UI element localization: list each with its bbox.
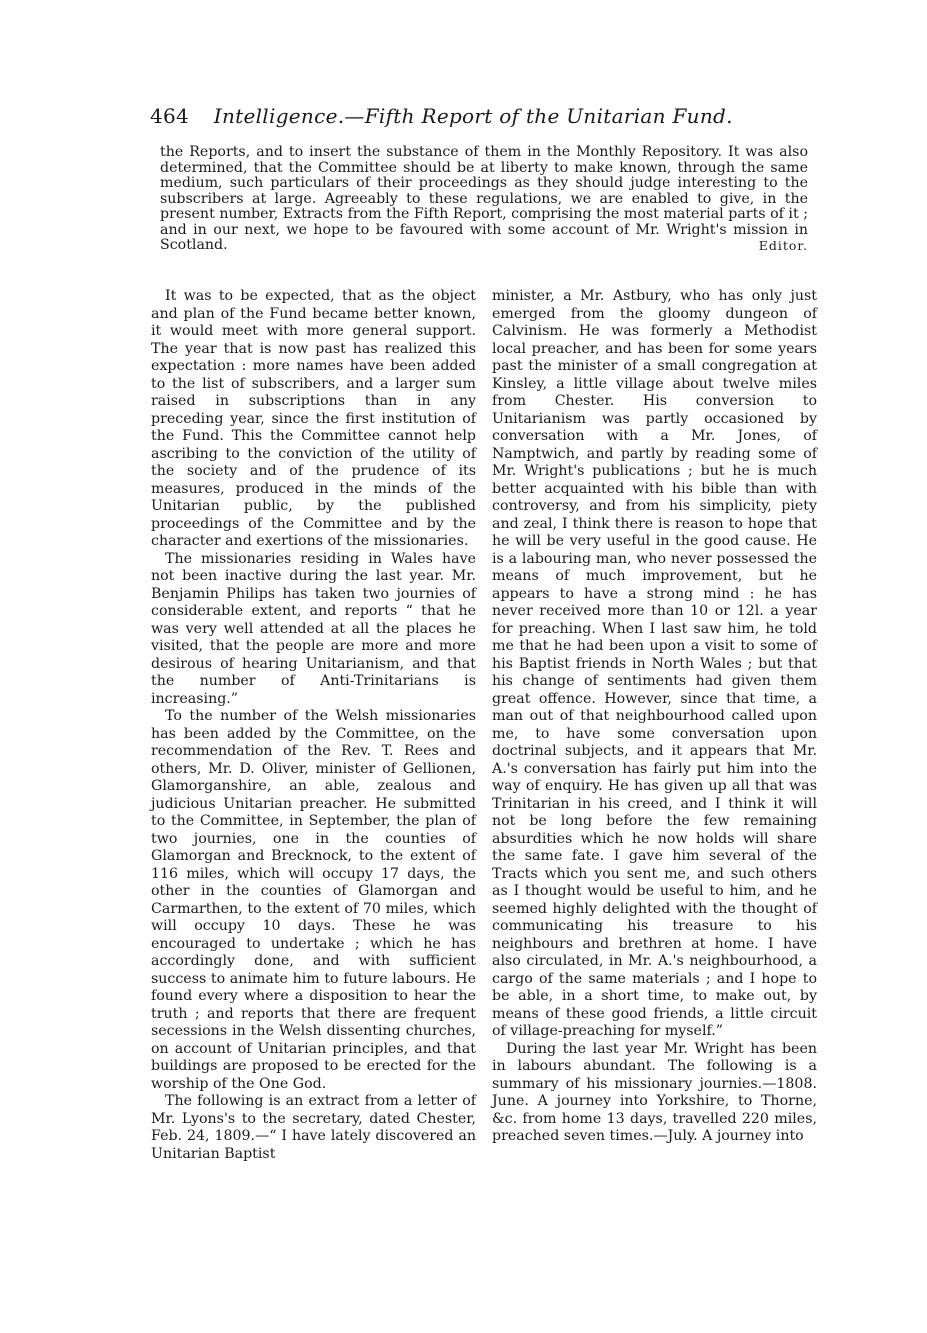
editor-note-text: the Reports, and to insert the substance of them in the Monthly Repository. It was also determined, that the Committee should be at liberty to make known, through the same medium, such particulars of their proceedings as they should judge interesting to the subscribers at large. Agreeably to these regulations, we are enabled to give, in the present number, Extracts from the Fifth Report, comprising the most material parts of it ; and in our next, we hope to be favoured with some account of Mr. Wright's mission in Scotland. (160, 144, 808, 254)
paragraph: It was to be expected, that as the object and plan of the Fund became better known, it would meet with more general support. The year that is now past has realized this expectation : more names have been added to the list of subscribers, and a larger sum raised in subscriptions than in any preceding year, since the first institution of the Fund. This the Committee cannot help ascribing to the conviction of the utility of the society and of the prudence of its measures, produced in the minds of the Unitarian public, by the published proceedings of the Committee and by the character and exertions of the missionaries. (151, 288, 476, 549)
right-column (492, 288, 817, 1146)
paragraph: During the last year Mr. Wright has been in labours abundant. The following is a summary of his missionary journies.—1808. June. A journey into Yorkshire, to Thorne, &c. from home 13 days, travelled 220 miles, preached seven times.—July. A journey into (492, 1040, 817, 1144)
paragraph: The missionaries residing in Wales have not been inactive during the last year. Mr. Benjamin Philips has taken two journies of considerable extent, and reports “ that he was very well attended at all the places he visited, that the people are more and more desirous of hearing Unitarianism, and that the number of Anti-Trinitarians is increasing.” (151, 550, 476, 707)
editor-signature: Editor. (758, 238, 808, 254)
running-head (150, 104, 800, 128)
paragraph: To the number of the Welsh missionaries has been added by the Committee, on the recommendation of the Rev. T. Rees and others, Mr. D. Oliver, minister of Gellionen, Glamorganshire, an able, zealous and judicious Unitarian preacher. He submitted to the Committee, in September, the plan of two journies, one in the counties of Glamorgan and Brecknock, to the extent of 116 miles, which will occupy 17 days, the other in the counties of Glamorgan and Carmarthen, to the extent of 70 miles, which will occupy 10 days. These he was encouraged to undertake ; which he has accordingly done, and with sufficient success to animate him to future labours. He found every where a disposition to hear the truth ; and reports that there are frequent secessions in the Welsh dissenting churches, on account of Unitarian principles, and that buildings are proposed to be erected for the worship of the One God. (151, 708, 476, 1092)
running-title: Intelligence.—Fifth Report of the Unitarian Fund. (213, 104, 733, 128)
paragraph: minister, a Mr. Astbury, who has only just emerged from the gloomy dungeon of Calvinism. He was formerly a Methodist local preacher, and has been for some years past the minister of a small congregation at Kinsley, a little village about twelve miles from Chester. His conversion to Unitarianism was partly occasioned by conversation with a Mr. Jones, of Namptwich, and partly by reading some of Mr. Wright's publications ; but he is much better acquainted with his bible than with controversy, and from his simplicity, piety and zeal, I think there is reason to hope that he will be very useful in the good cause. He is a labouring man, who never possessed the means of much improvement, but he appears to have a strong mind : he has never received more than 10 or 12l. a year for preaching. When I last saw him, he told me that he had been upon a visit to some of his Baptist friends in North Wales ; but that his change of sentiments had given them great offence. However, since that time, a man out of that neighbourhood called upon me, to have some conversation upon doctrinal subjects, and it appears that Mr. A.'s conversation has fairly put him into the way of enquiry. He has given up all that was Trinitarian in his creed, and I think it will not be long before the few remaining absurdities which he now holds will share the same fate. I gave him several of the Tracts which you sent me, and such others as I thought would be useful to him, and he seemed highly delighted with the thought of communicating his treasure to his neighbours and brethren at home. I have also circulated, in Mr. A.'s neighbourhood, a cargo of the same materials ; and I hope to be able, in a short time, to make out, by means of these good friends, a little circuit of village-preaching for myself.” (492, 288, 817, 1039)
editor-note (160, 145, 808, 254)
left-column (151, 288, 476, 1163)
paragraph: The following is an extract from a letter of Mr. Lyons's to the secretary, dated Chester, Feb. 24, 1809.—“ I have lately discovered an Unitarian Baptist (151, 1093, 476, 1162)
page-number: 464 (150, 104, 190, 128)
